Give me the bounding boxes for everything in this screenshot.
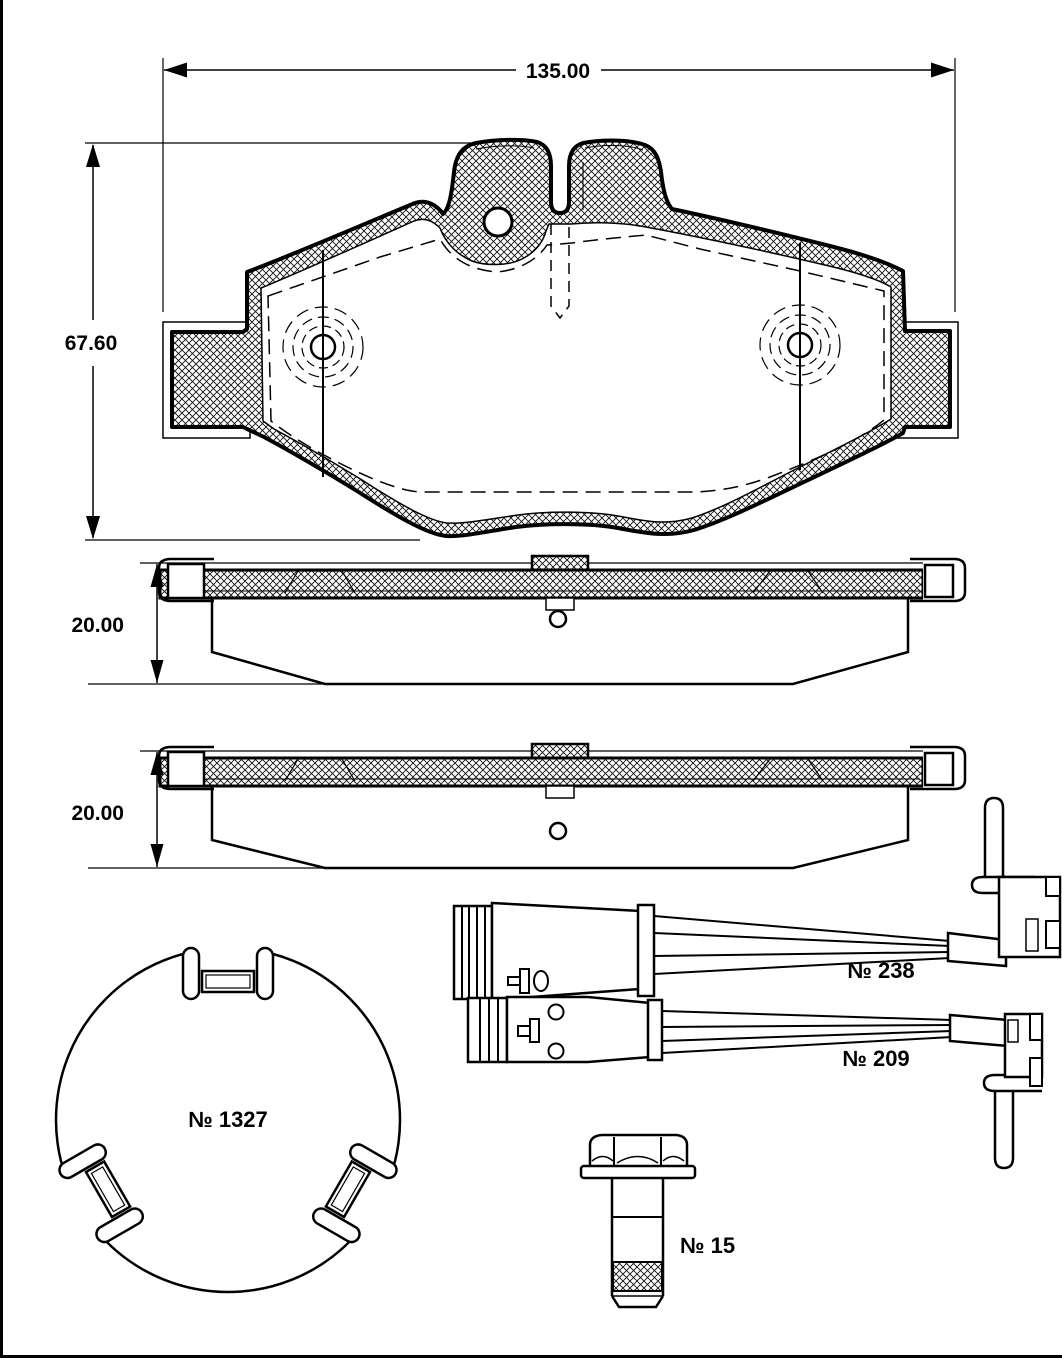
sensor-238-clip [948,798,1060,966]
pin-slot [546,786,574,798]
caliper-bolt-15 [581,1135,735,1307]
plate-hole [550,823,566,839]
retainer-tab [532,556,588,570]
width-dim-label: 135.00 [525,60,591,83]
bolt-hex-head [590,1135,687,1166]
height-dim-label: 67.60 [64,332,118,355]
thickness-top-label: 20.00 [71,614,124,637]
sensor-209-clip [950,1014,1042,1168]
front-view [65,58,958,540]
side-view-top [71,556,965,684]
sensor-209-connector [468,997,662,1062]
sensor-209-label: № 209 [842,1046,910,1071]
sensor-209-prong [995,1089,1013,1168]
locator-disc-1327 [47,938,408,1292]
bolt-thread-section [613,1262,662,1291]
side-view-bottom [71,744,965,868]
wear-sensor-238 [454,798,1060,1000]
disc-notch-top [182,938,274,1002]
plate-hole [550,611,566,627]
thickness-bottom-label: 20.00 [71,802,124,825]
bolt-flange [581,1166,695,1178]
sensor-238-label: № 238 [847,958,915,983]
retainer-tab [532,744,588,758]
tab-hole [484,208,512,236]
bolt-label: № 15 [680,1233,736,1258]
pin-slot [546,598,574,610]
friction-strip [160,570,923,598]
sensor-238-prong [985,798,1003,879]
sensor-238-connector [454,903,654,1000]
disc-label: № 1327 [188,1107,268,1132]
bolt-shank [612,1178,663,1307]
wear-sensor-209 [468,997,1042,1168]
friction-strip [160,758,923,786]
